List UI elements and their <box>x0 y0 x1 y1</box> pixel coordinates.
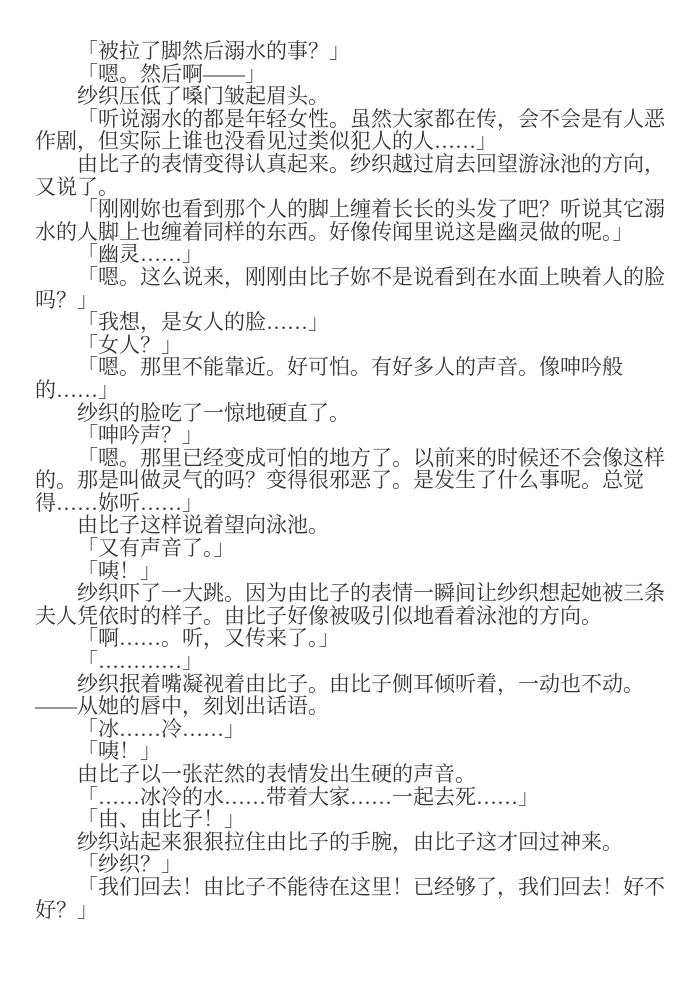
text-line: 「嗯。那里不能靠近。好可怕。有好多人的声音。像呻吟般 <box>77 355 623 380</box>
text-line: 「由、由比子！」 <box>77 807 245 832</box>
text-line: 由比子的表情变得认真起来。纱织越过肩去回望游泳池的方向， <box>77 151 665 176</box>
text-line: 「纱织？」 <box>77 852 182 877</box>
text-line: 「咦！」 <box>77 558 161 583</box>
text-line: 由比子以一张茫然的表情发出生硬的声音。 <box>77 762 476 786</box>
text-line: 「冰……冷……」 <box>77 716 245 741</box>
text-line: 又说了。 <box>35 174 119 199</box>
text-line: 夫人凭依时的样子。由比子好像被吸引似地看着泳池的方向。 <box>35 603 602 628</box>
text-line: 「……冰冷的水……带着大家……一起去死……」 <box>77 784 539 809</box>
text-line: 水的人脚上也缠着同样的东西。好像传闻里说这是幽灵做的呢。」 <box>35 219 634 244</box>
text-line: 纱织站起来狠狠拉住由比子的手腕，由比子这才回过神来。 <box>77 829 623 854</box>
text-line: 的……」 <box>35 377 119 402</box>
text-block <box>35 40 680 921</box>
text-line: 「啊……。听，又传来了。」 <box>77 626 340 651</box>
text-line: 「又有声音了。」 <box>77 536 235 561</box>
text-line: 吗？」 <box>35 287 98 312</box>
text-line: 「我想，是女人的脸……」 <box>77 310 329 335</box>
text-line: 「呻吟声？」 <box>77 423 203 448</box>
text-line: 「我们回去！由比子不能待在这里！已经够了，我们回去！好不 <box>77 874 665 899</box>
text-line: 「听说溺水的都是年轻女性。虽然大家都在传，会不会是有人恶 <box>77 106 665 131</box>
text-line: ——从她的唇中，刻划出话语。 <box>35 694 329 719</box>
text-line: 由比子这样说着望向泳池。 <box>77 513 329 538</box>
text-line: 纱织吓了一大跳。因为由比子的表情一瞬间让纱织想起她被三条 <box>77 581 665 606</box>
text-line: 纱织抿着嘴凝视着由比子。由比子侧耳倾听着，一动也不动。 <box>77 671 644 696</box>
text-line: 纱织的脸吃了一惊地硬直了。 <box>77 400 350 425</box>
text-line: 「幽灵……」 <box>77 242 203 267</box>
text-line: 「被拉了脚然后溺水的事？」 <box>77 39 350 63</box>
text-line: 好？」 <box>35 897 98 922</box>
text-line: 「咦！」 <box>77 739 161 764</box>
text-line: 得……妳听……」 <box>35 490 203 515</box>
text-line: 的。那是叫做灵气的吗？变得很邪恶了。是发生了什么事呢。总觉 <box>35 468 644 493</box>
text-line: 「嗯。然后啊——」 <box>77 61 266 86</box>
text-line: 纱织压低了嗓门皱起眉头。 <box>77 84 329 109</box>
text-line: 「嗯。那里已经变成可怕的地方了。以前来的时候还不会像这样 <box>77 445 665 470</box>
text-line: 作剧，但实际上谁也没看见过类似犯人的人……」 <box>35 129 497 154</box>
text-line: 「刚刚妳也看到那个人的脚上缠着长长的头发了吧？听说其它溺 <box>77 197 665 222</box>
text-line: 「嗯。这么说来，刚刚由比子妳不是说看到在水面上映着人的脸 <box>77 264 665 289</box>
text-line: 「女人？」 <box>77 332 182 357</box>
text-line: 「…………」 <box>77 649 203 674</box>
